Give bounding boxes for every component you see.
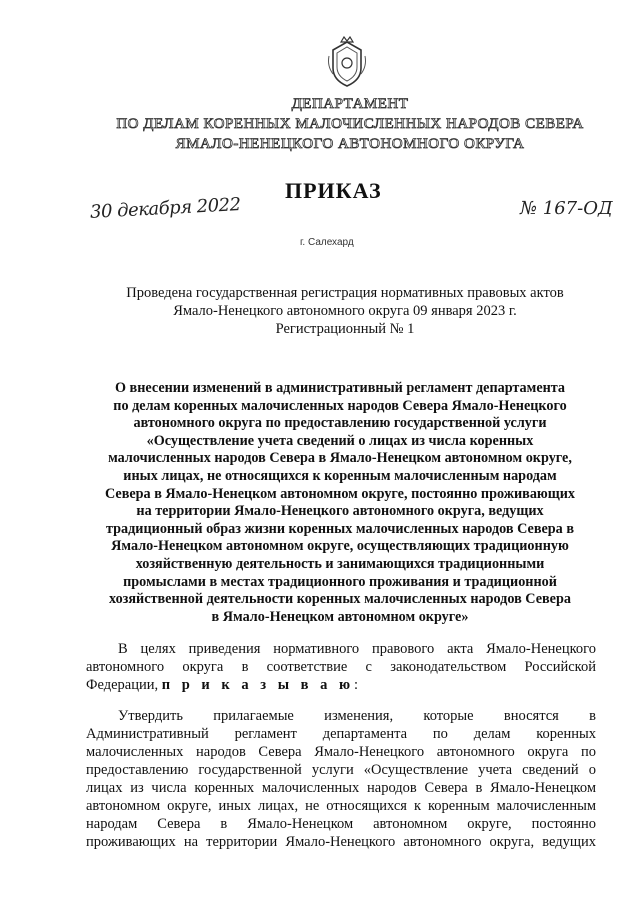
heading-line: Севера в Ямало-Ненецком автономном округе, постоянно проживающих <box>104 485 576 502</box>
heading-line: малочисленных народов Севера в Ямало-Ненецком автономном округе, <box>108 450 572 467</box>
heading-line: «Осуществление учета сведений о лицах из числа коренных <box>146 432 534 449</box>
paragraph-text: : <box>354 677 359 693</box>
city-label: г. Салехард <box>300 237 354 248</box>
registration-line-3: Регистрационный № 1 <box>275 321 415 337</box>
heading-line: традиционный образ жизни коренных малочисленных народов Севера в <box>106 520 574 537</box>
heading-line: О внесении изменений в административный регламент департамента <box>114 380 566 396</box>
heading-line: на территории Ямало-Ненецкого автономного округа, ведущих <box>136 503 544 520</box>
handwritten-number: № 167-ОД <box>520 198 613 219</box>
order-title: ПРИКАЗ <box>285 178 382 203</box>
order-verb: п р и к а з ы в а ю <box>161 677 355 693</box>
order-paragraph <box>86 707 596 851</box>
heading-line: в Ямало-Ненецком автономном округе» <box>211 608 469 625</box>
paragraph-line: Административный регламент департамента по делам коренных <box>86 726 596 742</box>
heading-line: промыслами в местах традиционного проживания и традиционной <box>123 573 557 590</box>
paragraph-line: В целях приведения нормативного правового акта Ямало-Ненецкого <box>118 641 596 657</box>
paragraph-line: предоставлению государственной услуги «Осуществление учета сведений о <box>86 762 596 778</box>
heading-line: хозяйственной деятельности коренных малочисленных народов Севера <box>109 591 571 608</box>
paragraph-line-last <box>86 676 596 694</box>
department-line-2: ПО ДЕЛАМ КОРЕННЫХ МАЛОЧИСЛЕННЫХ НАРОДОВ СЕВЕРА <box>116 116 584 132</box>
heading-line: по делам коренных малочисленных народов Севера Ямало-Ненецкого <box>113 397 567 414</box>
paragraph-line: народам Севера в Ямало-Ненецком автономном округе, постоянно <box>86 816 596 832</box>
paragraph-text: Федерации, <box>86 677 162 693</box>
paragraph-line: малочисленных народов Севера Ямало-Ненецкого автономного округа по <box>86 744 596 760</box>
paragraph-line: лицах из числа коренных малочисленных народов Севера в Ямало-Ненецком <box>86 780 596 796</box>
handwritten-date: 30 декабря 2022 <box>89 194 242 223</box>
paragraph-line: автономном округе, иных лицах, не относящихся к коренным малочисленным <box>86 798 596 814</box>
department-line-3: ЯМАЛО-НЕНЕЦКОГО АВТОНОМНОГО ОКРУГА <box>175 136 525 152</box>
order-heading <box>80 380 600 626</box>
paragraph-line: Утвердить прилагаемые изменения, которые вносятся в <box>118 708 596 724</box>
coat-of-arms-icon <box>325 36 369 88</box>
registration-line-1: Проведена государственная регистрация нормативных правовых актов <box>126 285 564 301</box>
department-line-1: ДЕПАРТАМЕНТ <box>291 96 409 112</box>
preamble-paragraph <box>86 640 596 694</box>
heading-line: иных лицах, не относящихся к коренным малочисленным народам <box>123 467 557 484</box>
registration-line-2: Ямало-Ненецкого автономного округа 09 января 2023 г. <box>173 303 517 319</box>
heading-line: хозяйственную деятельность и занимающихся традиционными <box>135 555 545 572</box>
paragraph-line: автономного округа в соответствие с законодательством Российской <box>86 659 596 675</box>
heading-line: автономного округа по предоставлению государственной услуги <box>133 415 547 432</box>
heading-line: Ямало-Ненецком автономном округе, осуществляющих традиционную <box>111 538 569 555</box>
paragraph-line: проживающих на территории Ямало-Ненецкого автономного округа, ведущих <box>86 834 596 850</box>
